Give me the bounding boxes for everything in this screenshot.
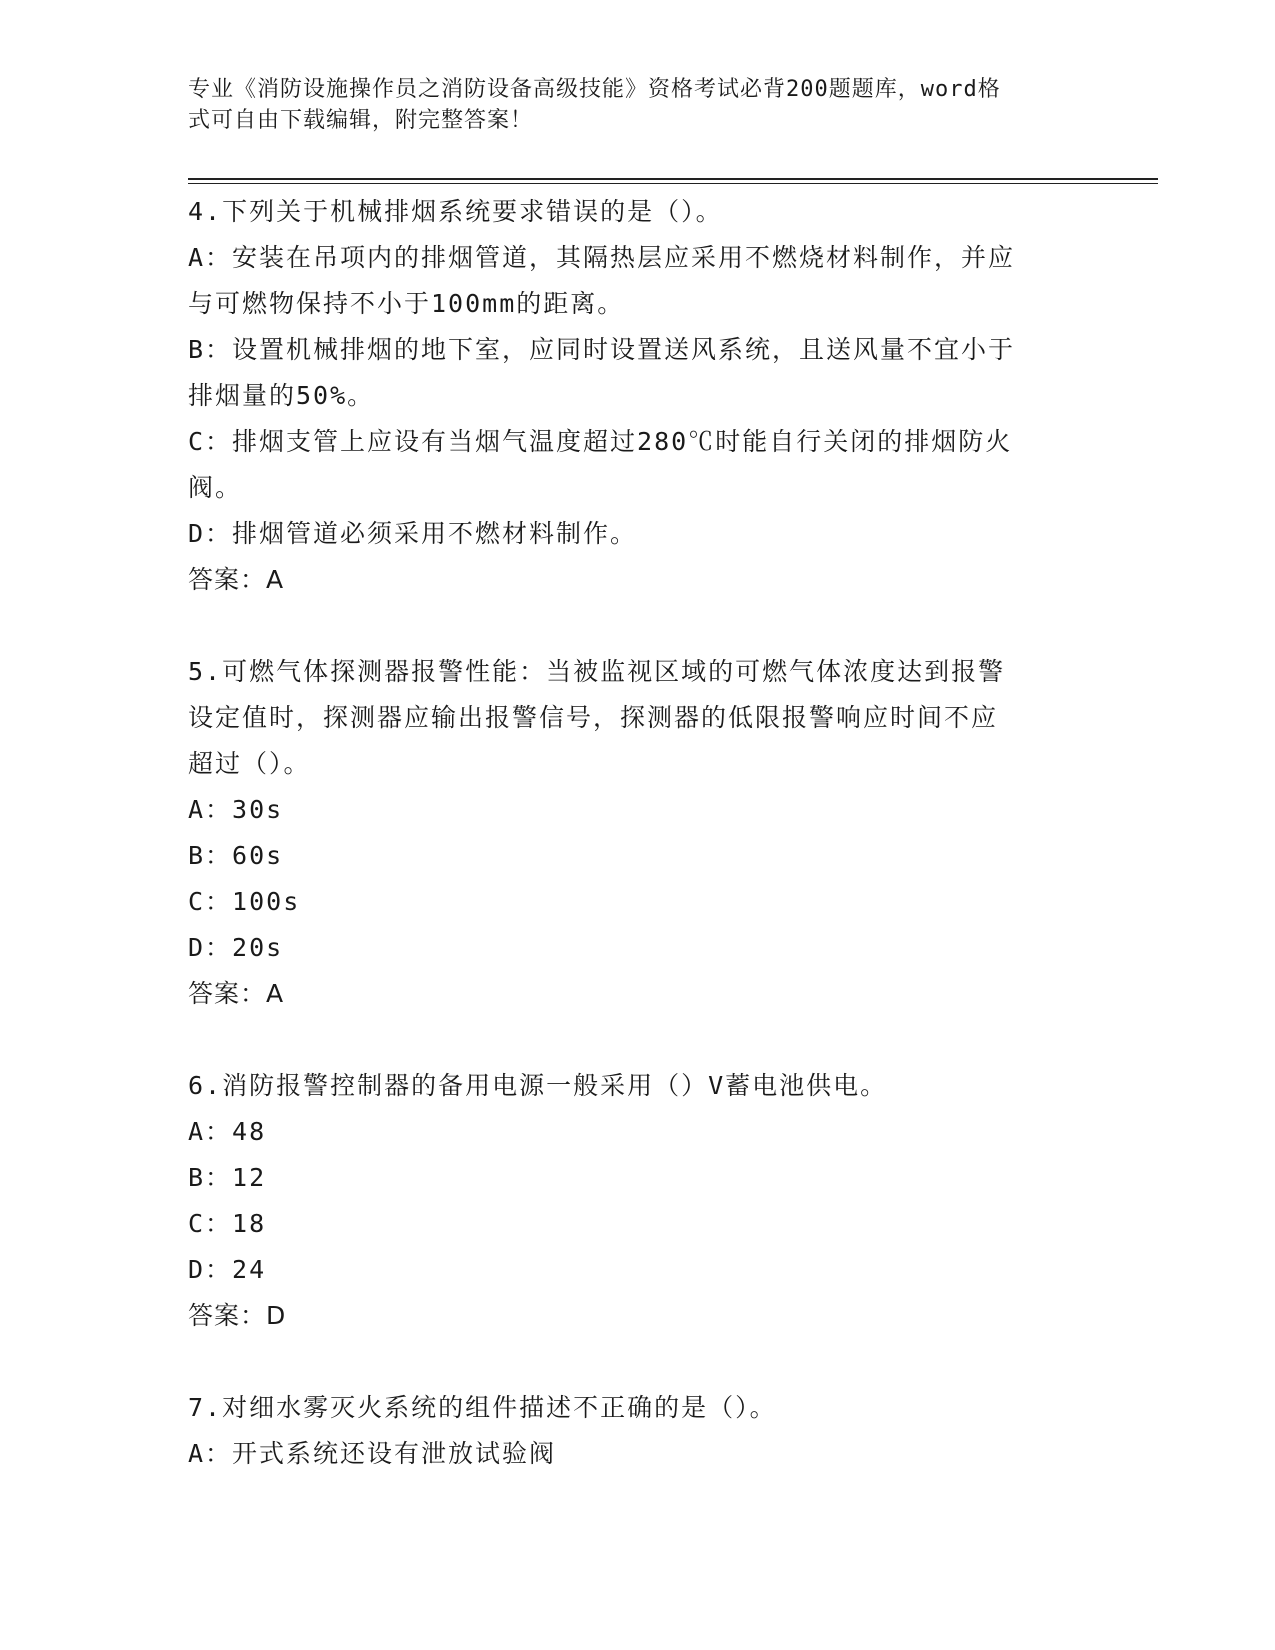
option-a: A：开式系统还设有泄放试验阀 [188, 1439, 557, 1468]
option-c-continued: 阀。 [188, 473, 243, 502]
question-6 [188, 1063, 1078, 1339]
option-d: D：24 [188, 1255, 267, 1284]
option-b: B：设置机械排烟的地下室，应同时设置送风系统，且送风量不宜小于 [188, 335, 1016, 364]
header-divider-thin [188, 183, 1158, 184]
option-c: C：排烟支管上应设有当烟气温度超过280℃时能自行关闭的排烟防火 [188, 427, 1013, 456]
header-divider-thick [188, 178, 1158, 180]
option-b-continued: 排烟量的50%。 [188, 381, 375, 410]
option-a: A：30s [188, 795, 284, 824]
question-list [188, 189, 1078, 1523]
question-text: 6.消防报警控制器的备用电源一般采用（）V蓄电池供电。 [188, 1071, 888, 1100]
option-b: B：60s [188, 841, 284, 870]
header-line-1: 专业《消防设施操作员之消防设备高级技能》资格考试必背200题题库，word格 [188, 77, 1001, 102]
question-text: 5.可燃气体探测器报警性能：当被监视区域的可燃气体浓度达到报警 [188, 657, 1006, 686]
header-line-2: 式可自由下载编辑，附完整答案！ [188, 108, 534, 133]
option-c: C：100s [188, 887, 301, 916]
option-a: A：48 [188, 1117, 267, 1146]
question-5 [188, 649, 1078, 1017]
option-c: C：18 [188, 1209, 267, 1238]
option-a: A：安装在吊项内的排烟管道，其隔热层应采用不燃烧材料制作，并应 [188, 243, 1016, 272]
question-text-continued: 超过（）。 [188, 749, 311, 778]
question-text: 7.对细水雾灭火系统的组件描述不正确的是（）。 [188, 1393, 777, 1422]
answer: 答案：A [188, 979, 285, 1008]
question-text: 4.下列关于机械排烟系统要求错误的是（）。 [188, 197, 723, 226]
option-d: D：20s [188, 933, 284, 962]
document-header [188, 74, 1068, 136]
answer: 答案：D [188, 1301, 287, 1330]
option-b: B：12 [188, 1163, 267, 1192]
question-text-continued: 设定值时，探测器应输出报警信号，探测器的低限报警响应时间不应 [188, 703, 999, 732]
question-7 [188, 1385, 1078, 1477]
answer: 答案：A [188, 565, 285, 594]
option-a-continued: 与可燃物保持不小于100mm的距离。 [188, 289, 625, 318]
option-d: D：排烟管道必须采用不燃材料制作。 [188, 519, 638, 548]
question-4 [188, 189, 1078, 603]
